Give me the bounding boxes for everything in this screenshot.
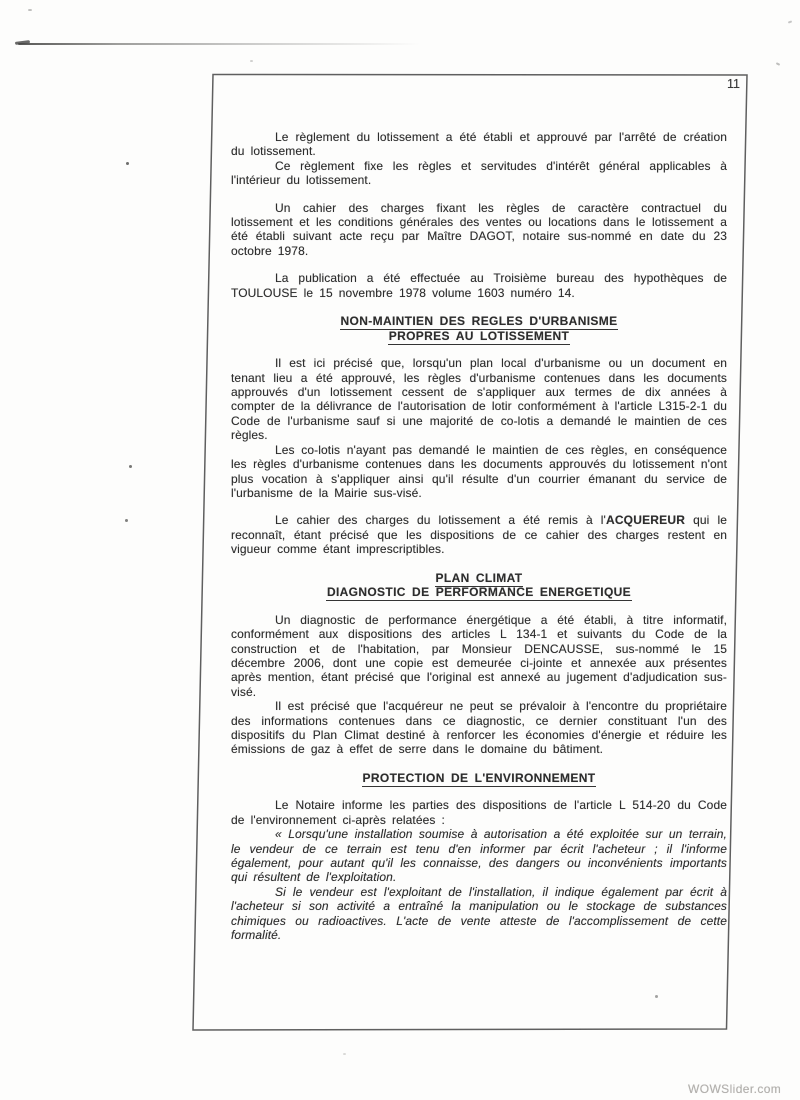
paragraph: Ce règlement fixe les règles et servitudes d'intérêt général applicables à l'intérieur du lotissement. [231,158,727,188]
section-heading [231,314,727,343]
paragraph: Si le vendeur est l'exploitant de l'installation, il indique également par écrit à l'acheteur si son activité a entraîné la manipulation ou le stockage de substances chimiques ou radioactives. L'acte de vente atteste de l'accomplissement de cette formalité. [231,884,727,943]
page-number: 11 [727,77,740,91]
scan-speck [129,465,132,468]
watermark: WOWSlider.com [688,1082,782,1096]
section-heading-line: PROPRES AU LOTISSEMENT [388,328,570,343]
section-heading-line: NON-MAINTIEN DES REGLES D'URBANISME [340,314,618,329]
scan-speck [655,995,658,998]
scan-speck [250,60,253,62]
scan-speck [125,519,128,522]
paragraph: Le règlement du lotissement a été établi et approuvé par l'arrêté de création du lotissement. [231,130,727,159]
paragraph: Le cahier des charges du lotissement a été remis à l'ACQUEREUR qui le reconnaît, étant précisé que les dispositions de ce cahier des charges restent en vigueur comme étant imprescriptibles. [231,513,727,557]
paragraph: « Lorsqu'une installation soumise à autorisation a été exploitée sur un terrain, le vendeur de ce terrain est tenu d'en informer par écrit l'acheteur ; il l'informe également, pour autant qu'il les connaisse, des dangers ou inconvénients importants qui résultent de l'exploitation. [231,827,727,885]
section-heading [231,771,727,786]
scan-speck [343,1053,346,1055]
paragraph: Il est ici précisé que, lorsqu'un plan local d'urbanisme ou un document en tenant lieu a été approuvé, les règles d'urbanisme contenues dans les documents approuvés d'un lotissement cessent de s'appliquer aux termes de dix années à compter de la délivrance de l'autorisation de lotir conformément à l'article L315-2-1 du Code de l'urbanisme sauf si une majorité de co-lotis a demandé le maintien de ces règles. [231,356,727,443]
paragraph: Les co-lotis n'ayant pas demandé le maintien de ces règles, en conséquence les règles d'urbanisme contenues dans les documents approuvés du lotissement n'ont plus vocation à s'appliquer ainsi qu'il résulte d'un courrier émanant du service de l'urbanisme de la Mairie sus-visé. [231,442,727,500]
scan-speck [776,62,780,66]
section-heading [231,571,727,600]
document-content [231,130,727,942]
paragraph: Un cahier des charges fixant les règles de caractère contractuel du lotissement et les conditions générales des ventes ou locations dans le lotissement a été établi suivant acte reçu par Maître DAGOT, notaire sus-nommé en date du 23 octobre 1978. [231,200,727,258]
section-heading-line: PROTECTION DE L'ENVIRONNEMENT [362,770,596,785]
paragraph: Un diagnostic de performance énergétique a été établi, à titre informatif, conformément aux dispositions des articles L 134-1 et suivants du Code de la construction et de l'habitation, par Monsieur DENCAUSSE, sus-nommé le 15 décembre 2006, dont une copie est demeurée ci-jointe et annexée aux présentes après mention, étant précisé que l'original est annexé au jugement d'adjudication sus-visé. [231,612,727,699]
section-heading-line: PLAN CLIMAT [435,570,523,585]
paragraph: Le Notaire informe les parties des dispositions de l'article L 514-20 du Code de l'environnement ci-après relatées : [231,798,727,827]
scan-speck [28,9,32,11]
scan-speck [126,162,129,165]
scan-speck [788,20,792,23]
pen-mark-line [18,43,420,45]
section-heading-line: DIAGNOSTIC DE PERFORMANCE ENERGETIQUE [326,585,632,600]
paragraph: Il est précisé que l'acquéreur ne peut se prévaloir à l'encontre du propriétaire des informations contenues dans ce diagnostic, ce dernier constituant l'un des dispositifs du Plan Climat destiné à renforcer les économies d'énergie et réduire les émissions de gaz à effet de serre dans le domaine du bâtiment. [231,699,727,757]
paragraph: La publication a été effectuée au Troisième bureau des hypothèques de TOULOUSE le 15 novembre 1978 volume 1603 numéro 14. [231,271,727,300]
